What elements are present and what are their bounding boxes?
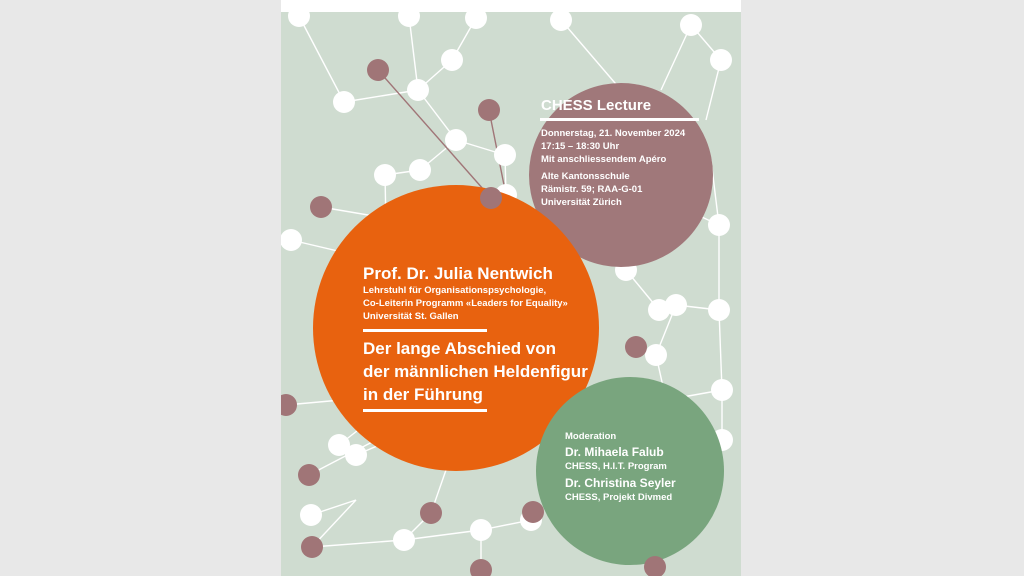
moderator-1-org: CHESS, H.I.T. Program xyxy=(565,461,667,472)
network-node-white xyxy=(441,49,463,71)
network-node-white xyxy=(333,91,355,113)
network-node-mauve xyxy=(367,59,389,81)
network-node-white xyxy=(345,444,367,466)
lecture-date: Donnerstag, 21. November 2024 xyxy=(541,128,686,139)
network-node-white xyxy=(550,9,572,31)
lecture-address: Rämistr. 59; RAA-G-01 xyxy=(541,184,643,195)
network-node-white xyxy=(470,519,492,541)
network-node-white xyxy=(665,294,687,316)
network-node-white xyxy=(288,5,310,27)
moderator-2-name: Dr. Christina Seyler xyxy=(565,476,676,490)
network-node-mauve xyxy=(420,502,442,524)
lecture-time: 17:15 – 18:30 Uhr xyxy=(541,141,620,152)
moderation-label: Moderation xyxy=(565,431,617,442)
lecture-apero: Mit anschliessendem Apéro xyxy=(541,154,667,165)
speaker-role-1: Lehrstuhl für Organisationspsychologie, xyxy=(363,285,547,296)
speaker-rule xyxy=(363,329,487,332)
network-node-white xyxy=(300,504,322,526)
network-node-white xyxy=(374,164,396,186)
talk-title-line-1: Der lange Abschied von xyxy=(363,339,557,358)
network-node-mauve xyxy=(522,501,544,523)
network-node-mauve xyxy=(480,187,502,209)
network-node-white xyxy=(465,7,487,29)
network-node-white xyxy=(680,14,702,36)
network-node-mauve xyxy=(478,99,500,121)
speaker-affiliation: Universität St. Gallen xyxy=(363,311,459,322)
moderator-1-name: Dr. Mihaela Falub xyxy=(565,445,664,459)
speaker-name: Prof. Dr. Julia Nentwich xyxy=(363,264,553,283)
network-node-white xyxy=(393,529,415,551)
lecture-venue: Alte Kantonsschule xyxy=(541,171,630,182)
lecture-title: CHESS Lecture xyxy=(541,97,652,114)
network-node-white xyxy=(409,159,431,181)
network-node-white xyxy=(398,5,420,27)
network-node-white xyxy=(645,344,667,366)
talk-title-line-3: in der Führung xyxy=(363,385,483,404)
network-node-white xyxy=(281,229,302,251)
network-node-mauve xyxy=(298,464,320,486)
speaker-role-2: Co-Leiterin Programm «Leaders for Equality» xyxy=(363,298,568,309)
network-node-white xyxy=(710,49,732,71)
poster xyxy=(281,0,741,576)
network-node-mauve xyxy=(310,196,332,218)
network-node-mauve xyxy=(301,536,323,558)
lecture-university: Universität Zürich xyxy=(541,197,622,208)
moderator-2-org: CHESS, Projekt Divmed xyxy=(565,492,673,503)
lecture-title-rule xyxy=(540,118,699,121)
network-node-white xyxy=(708,214,730,236)
talk-title-line-2: der männlichen Heldenfigur xyxy=(363,362,588,381)
network-node-white xyxy=(494,144,516,166)
network-node-white xyxy=(445,129,467,151)
talk-title-rule xyxy=(363,409,487,412)
network-node-white xyxy=(708,299,730,321)
network-node-mauve xyxy=(625,336,647,358)
network-node-white xyxy=(711,379,733,401)
network-node-white xyxy=(407,79,429,101)
